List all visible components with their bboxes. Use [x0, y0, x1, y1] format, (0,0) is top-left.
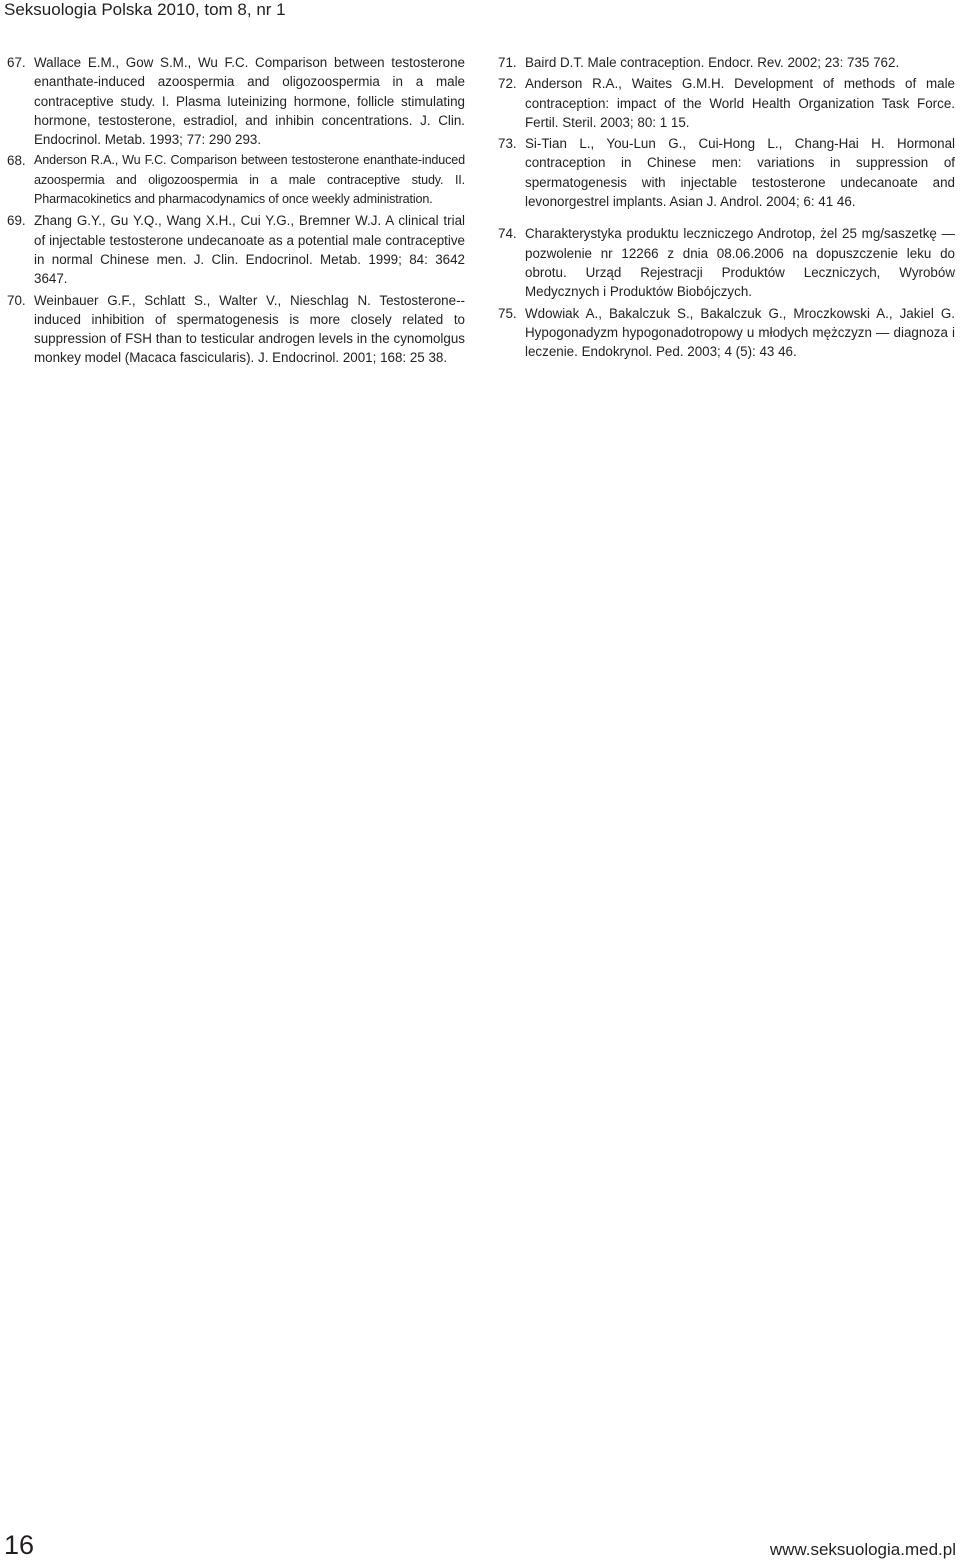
reference-text: Baird D.T. Male contraception. Endocr. Rev. 2002; 23: 735 762.: [525, 55, 900, 70]
reference-72: [498, 74, 955, 132]
references-right-column: [498, 53, 955, 363]
reference-text: Anderson R.A., Waites G.M.H. Development of methods of male contraception: impact of the World Health Organization Task Force. Fertil. Steril. 2003; 80: 1 15.: [525, 76, 955, 130]
reference-73: [498, 134, 955, 211]
reference-number: 73.: [498, 136, 517, 152]
reference-number: 74.: [498, 226, 517, 242]
reference-71: [498, 53, 955, 72]
reference-67: [7, 53, 465, 149]
journal-header: Seksuologia Polska 2010, tom 8, nr 1: [4, 0, 286, 19]
reference-74: [498, 224, 955, 301]
reference-68: [7, 151, 465, 209]
reference-text: Wdowiak A., Bakalczuk S., Bakalczuk G., Mroczkowski A., Jakiel G. Hypogonadyzm hypogonadotropowy u młodych mężczyzn — diagnoza i leczenie. Endokrynol. Ped. 2003; 4 (5): 43 46.: [525, 305, 955, 360]
footer-url: www.seksuologia.med.pl: [769, 1540, 956, 1559]
reference-text: Charakterystyka produktu leczniczego Androtop, żel 25 mg/saszetkę — pozwolenie nr 12266 z dnia 08.06.2006 na dopuszczenie leku do obrotu. Urząd Rejestracji Produktów Leczniczych, Wyrobów Medycznych i Produktów Biobójczych.: [525, 226, 955, 300]
reference-number: 72.: [498, 76, 517, 92]
reference-number: 71.: [498, 55, 517, 70]
references-left-column: [7, 53, 465, 370]
reference-number: 75.: [498, 305, 517, 321]
reference-70: [7, 291, 465, 368]
reference-number: 67.: [7, 55, 26, 70]
reference-75: [498, 304, 955, 362]
reference-text: Weinbauer G.F., Schlatt S., Walter V., Nieschlag N. Testosterone--induced inhibition of spermatogenesis is more closely related to suppression of FSH than to testicular androgen levels in the cynomolgus monkey model (Macaca fascicularis). J. Endocrinol. 2001; 168: 25 38.: [34, 292, 465, 366]
reference-text: Wallace E.M., Gow S.M., Wu F.C. Comparison between testosterone enanthate-induced azoospermia and oligozoospermia in a male contraceptive study. I. Plasma luteinizing hormone, follicle stimulating hormone, testosterone, estradiol, and inhibin concentrations. J. Clin. Endocrinol. Metab. 1993; 77: 290 293.: [34, 55, 465, 148]
reference-text: Zhang G.Y., Gu Y.Q., Wang X.H., Cui Y.G., Bremner W.J. A clinical trial of injectable testosterone undecanoate as a potential male contraceptive in normal Chinese men. J. Clin. Endocrinol. Metab. 1999; 84: 3642 3647.: [34, 213, 465, 287]
reference-number: 70.: [7, 292, 26, 308]
reference-number: 68.: [7, 153, 26, 169]
reference-69: [7, 211, 465, 288]
reference-text: Si-Tian L., You-Lun G., Cui-Hong L., Chang-Hai H. Hormonal contraception in Chinese men: variations in suppression of spermatogenesis with injectable testosterone undecanoate and levonorgestrel implants. Asian J. Androl. 2004; 6: 41 46.: [525, 136, 955, 210]
reference-text: Anderson R.A., Wu F.C. Comparison between testosterone enanthate-induced azoospermia and oligozoospermia in a male contraceptive study. II. Pharmacokinetics and pharmacodynamics of once weekly administration.: [34, 153, 465, 207]
reference-number: 69.: [7, 213, 26, 229]
page-number: 16: [4, 1530, 35, 1560]
